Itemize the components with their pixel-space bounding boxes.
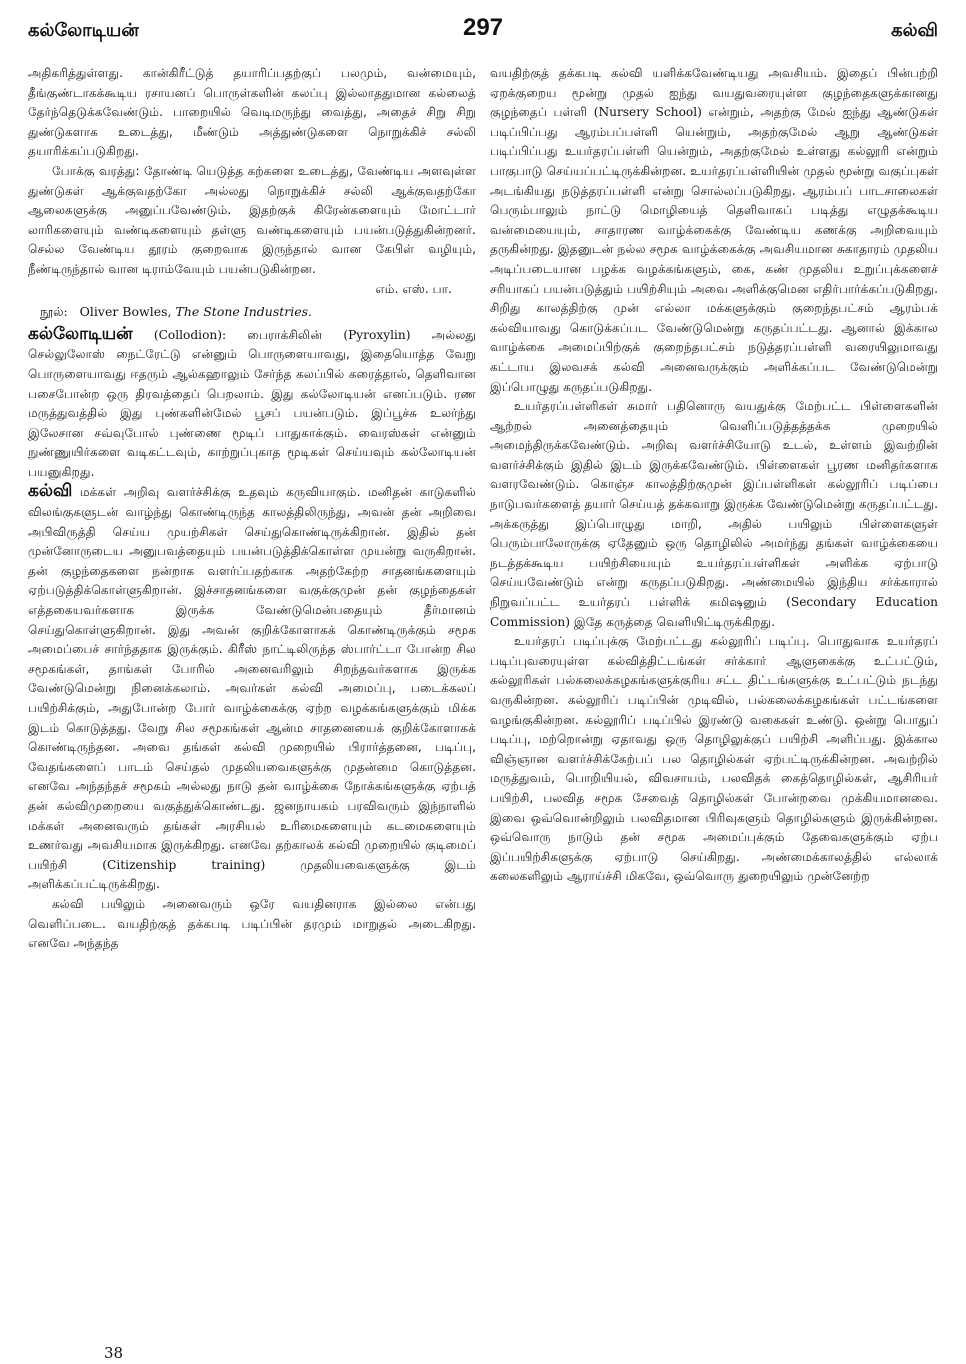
entry-latin-term: (Citizenship training)	[102, 857, 266, 872]
paragraph: உயர்தரப் படிப்புக்கு மேற்பட்டது கல்லூரிப் படிப்பு. பொதுவாக உயர்தரப் படிப்புவரையுள்ள கல்வித்திட்டங்கள் சர்க்காா் ஆளுகைக்கு உட்பட்டும், கல்லூரிகள் பல்கலைக்கழகங்களுக்குரிய சட்ட திட்டங்களுக்கு உட்பட்டும் நடந்து வருகின்றன. கல்லூரிப் படிப்பின் முடிவில், பல்கலைக்கழகங்கள் பட்டங்களை வழங்குகின்றன. கல்லூரிப் படிப்பில் இரண்டு வகைகள் உண்டு. ஒன்று பொதுப் படிப்பு, மற்றொன்று ஏதாவது ஒரு தொழிலுக்குப் பயிற்சி அளிப்பது. இக்கால விஞ்ஞான வளர்ச்சிக்கேற்பப் பல தொழில்கள் ஏற்பட்டிருக்கின்றன. அவற்றில் மருத்துவம், பொறியியல், விவசாயம், பலவிதக் கைத்தொழில்கள், ஆசிரியர் பயிற்சி, பலவித சமூக சேவைத் தொழில்கள் போன்றவை முக்கியமானவை. இவை ஒவ்வொன்றிலும் பலவிதமான பிரிவுகளும் தொழில்களும் இருக்கின்றன. ஒவ்வொரு நாடும் தன் சமூக அமைப்புக்கும் தேவைகளுக்கும் ஏற்ப இப்பயிற்சிகளுக்கு ஏற்பாடு செய்கிறது. அண்மைக்காலத்தில் எல்லாக் கலைகளிலும் ஆராய்ச்சி மிகவே, ஒவ்வொரு துறையிலும் முன்னேற்ற	[490, 634, 938, 884]
paragraph-text: உயர்தரப்பள்ளிகள் சுமார் பதினொரு வயதுக்கு மேற்பட்ட பிள்ளைகளின் ஆற்றல் அனைத்தையும் வெளிப்படுத்தத்தக்க முறையில் அமைந்திருக்கவேண்டும். அறிவு வளர்ச்சியோடு உடல், உள்ளம் இவற்றின் வளர்ச்சிக்கும் இதில் இடம் இருக்கவேண்டும். பிள்ளைகள் பூரண மனிதர்களாக வளரவேண்டும். கொஞ்ச காலத்திற்குமுன் இப்பள்ளிகள் கல்லூரிப் படிப்பை நாடுபவர்களைத் தயார் செய்யத் தக்கவாறு இருக்க வேண்டுமென்று கருதப்பட்டது. அக்கருத்து இப்பொழுது மாறி, அதில் பயிலும் பிள்ளைகளுள் பெரும்பாலோருக்கு ஏதேனும் ஒரு தொழிலில் அமர்ந்து தங்கள் வாழ்க்கையை நடத்தக்கூடிய பயிற்சியையும் உயர்தரப்பள்ளிகள் அளிக்க ஏற்பாடு செய்யவேண்டும் என்று கருதப்படுகிறது. அண்மையில் இந்திய சர்க்காரால் நிறுவப்பட்ட உயர்தரப் பள்ளிக் கமிஷனும்	[490, 399, 938, 610]
running-head-left: கல்லோடியன்	[28, 20, 139, 41]
paragraph	[490, 397, 938, 632]
left-column	[28, 64, 476, 954]
entry-text: பைராக்சிலின்	[247, 327, 323, 342]
folio-number: 38	[104, 1344, 124, 1362]
entry-collodion	[28, 325, 476, 483]
entry-text: முதலியவைகளுக்கு இடம் அளிக்கப்பட்டிருக்கிறது.	[28, 857, 476, 892]
paragraph-text: இதே கருத்தை வெளியிட்டிருக்கிறது.	[573, 614, 775, 629]
entry-heading: கல்லோடியன்	[28, 323, 133, 344]
author-signature: எம். எஸ். பா.	[375, 281, 452, 296]
entry-text: மக்கள் அறிவு வளர்ச்சிக்கு உதவும் கருவியாகும். மனிதன் காடுகளில் விலங்குகளுடன் வாழ்ந்து கொண்டிருந்த காலத்திலிருந்து, அவன் தன் அறிவை அபிவிருத்தி செய்ய முயற்சிகள் செய்துகொண்டிருக்கிறான். இதில் தன் முன்னோருடைய அனுபவத்தையும் பயன்படுத்திக்கொள்ள முயன்று வருகிறான். தன் குழந்தைகளை நன்றாக வளர்ப்பதற்காக அதற்கேற்ற சாதனங்களையும் ஏற்படுத்திக்கொள்ளுகிறான். இச்சாதனங்களை வகுக்குமுன் தன் குழந்தைகள் எத்தகையவர்களாக இருக்க வேண்டுமென்பதையும் தீர்மானம் செய்துகொள்ளுகிறான். இது அவன் குறிக்கோளாகக் கொண்டிருக்கும் சமூக அமைப்பைச் சார்ந்ததாக இருக்கும். கிரீஸ் நாட்டிலிருந்த ஸ்பார்ட்டா போன்ற சில சமூகங்கள், தாங்கள் போரில் அனைவரிலும் சிறந்தவர்களாக இருக்க வேண்டுமென்று நினைக்கலாம். அவர்கள் கல்வி அமைப்பு, படைக்கலப் பயிற்சிக்கும், அதுபோன்ற போர் வாழ்க்கைக்கு ஏற்ற வழக்கங்களுக்கும் மிக்க இடம் கொடுத்தது. வேறு சில சமூகங்கள் ஆன்ம சாதனையைக் குறிக்கோளாகக் கொண்டிருந்தன. அவை தங்கள் கல்வி முறையில் பிரார்த்தனை, படிப்பு, வேதங்களைப் பாடம் செய்தல் முதலியவைகளுக்கு முதன்மை கொடுத்தன. எனவே அந்தந்தச் சமூகம் அல்லது நாடு தன் வாழ்க்கை நோக்கங்களுக்கு ஏற்பத் தன் கல்விமுறையை வகுத்துக்கொண்டது. ஜனநாயகம் பரவிவரும் இந்நாளில் மக்கள் அனைவரும் தங்கள் அரசியல் உரிமைகளையும் கடமைகளையும் உணர்வது அவசியமாக இருக்கிறது. எனவே தற்காலக் கல்வி முறையில் குடிமைப் பயிற்சி	[28, 485, 477, 872]
page-header	[28, 14, 938, 48]
paragraph-text: வயதிற்குத் தக்கபடி கல்வி யளிக்கவேண்டியது அவசியம். இதைப் பின்பற்றி ஏறக்குறைய மூன்று முதல் ஐந்து வயதுவரையுள்ள குழந்தைகளுக்கானது குழந்தைப் பள்ளி	[490, 66, 938, 120]
paragraph: கல்வி பயிலும் அனைவரும் ஒரே வயதினராக இல்லை என்பது வெளிப்படை. வயதிற்குத் தக்கபடி படிப்பின் தரமும் மாறுதல் அடைகிறது. எனவே அந்தந்த	[28, 896, 476, 951]
paragraph: அதிகரித்துள்ளது. கான்கிரீட்டுத் தயாரிப்பதற்குப் பலமும், வன்மையும், தீங்குண்டாகக்கூடிய ரசாயனப் பொருள்களின் கலப்பு இல்லாததுமான கல்லைத் தேர்ந்தெடுக்கவேண்டும். பாறையில் வெடிமருந்து வைத்து, அதைச் சிறு சிறு துண்டுகளாக உடைத்து, மீண்டும் அத்துண்டுகளை நொறுக்கிச் சல்லி தயாரிக்கப்படுகிறது.	[28, 66, 476, 159]
running-head-right: கல்வி	[891, 20, 938, 41]
entry-kalvi	[28, 482, 476, 894]
page-number: 297	[462, 14, 504, 41]
entry-heading: கல்வி	[28, 481, 73, 502]
right-column	[490, 64, 938, 887]
entry-latin-term: (Pyroxylin)	[343, 327, 411, 342]
source-author: Oliver Bowles,	[79, 304, 172, 320]
entry-latin-term: (Collodion):	[153, 327, 227, 342]
source-reference	[28, 302, 476, 322]
paragraph-text: என்றும், அதற்கு மேல் ஐந்து ஆண்டுகள் படிப்பிப்பது ஆரம்பப்பள்ளி யென்றும், அதற்குமேல் ஆறு ஆண்டுகள் படிப்பிப்பது உயர்தரப்பள்ளி யென்றும், அதற்குமேல் உள்ளது கல்லூரி என்றும் பாகுபாடு செய்யப்பட்டிருக்கின்றன. உயர்தரப்பள்ளியின் முதல் மூன்று வகுப்புகள் அடங்கியது நடுத்தரப்பள்ளி என்று சொல்லப்படுகிறது. ஆரம்பப் பாடசாலைகள் பெரும்பாலும் நாட்டு மொழியைத் தெளிவாகப் படித்து எழுதக்கூடிய வன்மையையும், சாதாரண வாழ்க்கைக்கு வேண்டிய கணக்கு அறிவையும் தருகின்றது. இதனுடன் நல்ல சமூக வாழ்க்கைக்கு அவசியமான சுகாதாரம் முதலிய அடிப்படையான பழக்க வழக்கங்களும், கை, கண் முதலிய உறுப்புக்களைச் சரியாகப் பயன்படுத்தும் பயிற்சியும் அவை அளிக்குமென எதிர்பார்க்கப்படுகிறது. சிறிது காலத்திற்கு முன் எல்லா மக்களுக்கும் குறைந்தபட்சம் ஆரம்பக் கல்வியாவது கொடுக்கப்பட வேண்டுமென்று கருதப்பட்டது. ஆனால் இக்கால வாழ்க்கை அமைப்பிற்குக் குறைந்தபட்சம் நடுத்தரப்பள்ளி வரையிலுமாவது கட்டாய இலவசக் கல்வி அனைவருக்கும் அளிக்கப்பட வேண்டுமென்று இப்பொழுது கருதப்படுகிறது.	[490, 105, 939, 394]
latin-term: (Secondary Education Commission)	[490, 595, 939, 629]
latin-term: (Nursery School)	[593, 105, 702, 120]
source-label: நூல்:	[40, 304, 68, 320]
paragraph	[490, 64, 938, 397]
source-title: The Stone Industries.	[175, 304, 313, 320]
paragraph: போக்கு வரத்து: தோண்டி யெடுத்த கற்களை உடைத்து, வேண்டிய அளவுள்ள துண்டுகள் ஆக்குவதற்கோ அல்லது நொறுக்கிச் சல்லி ஆக்குவதற்கோ ஆலைகளுக்கு அனுப்பவேண்டும். இதற்குக் கிரேன்களையும் மோட்டார் லாரிகளையும் வண்டிகளையும் தள்ளு வண்டிகளையும் பயன்படுத்துகின்றனர். செல்ல வேண்டிய தூரம் குறைவாக இருந்தால் வான கேபிள் வழியும், நீண்டிருந்தால் வான டிராம்வேயும் பயன்படுகின்றன.	[28, 163, 476, 276]
entry-text: அல்லது செல்லுலோஸ் நைட்ரேட்டு என்னும் பொருளையாவது, இதையொத்த வேறு பொருளையாவது ஈதரும் ஆல்கஹாலும் சேர்ந்த கலப்பில் கரைத்தால், தெளிவான பசைபோன்ற ஒரு திரவத்தைப் பெறலாம். இது கல்லோடியன் எனப்படும். ரண மருத்துவத்தில் இது புண்களின்மேல் பூசப் பயன்படும். இப்பூச்சு உலர்ந்து இலேசான சவ்வுபோல் புண்ணை மூடிப் பாதுகாக்கும். வைரஸ்கள் என்னும் நுண்ணுயிர்களை வடிகட்டவும், காற்றுப்புகாத மூடிகள் செய்யவும் கல்லோடியன் பயனுகிறது.	[28, 327, 477, 479]
